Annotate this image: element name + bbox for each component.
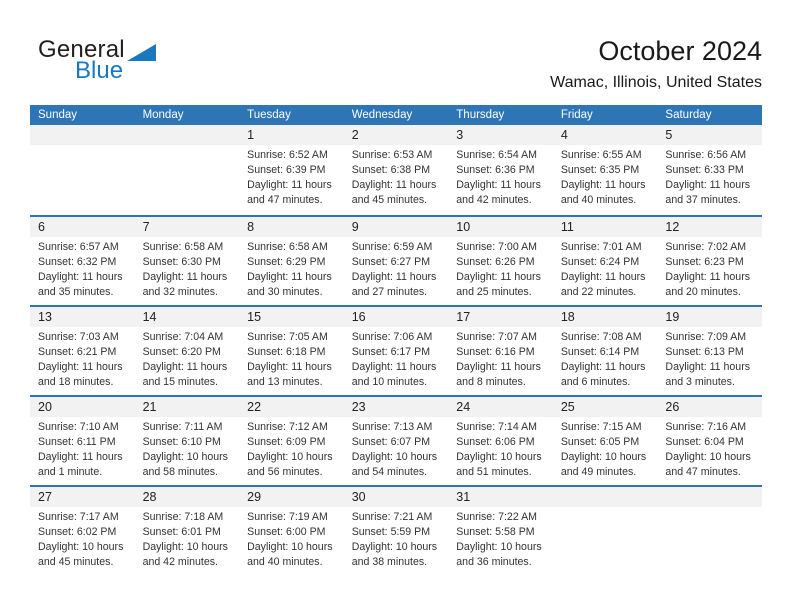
day-number: 17	[448, 307, 553, 327]
daylight-text-line1: Daylight: 11 hours	[456, 361, 541, 373]
day-details	[135, 417, 240, 480]
daylight-text-line2: and 40 minutes.	[247, 556, 323, 568]
daylight-text-line2: and 32 minutes.	[142, 286, 218, 298]
calendar-day-cell-24	[448, 397, 553, 485]
day-details	[239, 145, 344, 208]
daylight-text-line2: and 37 minutes.	[665, 194, 741, 206]
day-number: 9	[344, 217, 449, 237]
sunset-text: Sunset: 6:21 PM	[38, 346, 117, 358]
daylight-text-line2: and 20 minutes.	[665, 286, 741, 298]
calendar-day-cell-15	[239, 307, 344, 395]
calendar-day-cell-27	[30, 487, 135, 575]
daylight-text-line1: Daylight: 10 hours	[247, 451, 333, 463]
day-details	[344, 237, 449, 300]
daylight-text-line1: Daylight: 10 hours	[456, 541, 542, 553]
sunrise-text: Sunrise: 7:03 AM	[38, 331, 119, 343]
sunrise-text: Sunrise: 7:18 AM	[142, 511, 224, 523]
calendar-day-cell-6	[30, 217, 135, 305]
day-details	[553, 237, 658, 300]
daylight-text-line2: and 42 minutes.	[456, 194, 532, 206]
day-details	[135, 237, 240, 300]
day-number: 2	[344, 125, 449, 145]
sunset-text: Sunset: 6:30 PM	[142, 256, 221, 268]
day-number: 8	[239, 217, 344, 237]
calendar-body	[30, 125, 762, 575]
sunset-text: Sunset: 6:26 PM	[456, 256, 535, 268]
calendar-day-cell-30	[344, 487, 449, 575]
logo-text-general: General	[38, 36, 125, 63]
daylight-text-line2: and 27 minutes.	[351, 286, 428, 298]
day-number: 23	[344, 397, 449, 417]
sunrise-text: Sunrise: 7:14 AM	[456, 421, 537, 433]
day-details	[657, 237, 762, 300]
day-details	[448, 237, 553, 300]
day-details	[657, 145, 762, 208]
weekday-header-row	[30, 105, 762, 125]
daylight-text-line1: Daylight: 11 hours	[560, 271, 646, 283]
calendar-week-row	[30, 305, 762, 395]
sunrise-text: Sunrise: 7:02 AM	[665, 241, 747, 253]
daylight-text-line2: and 18 minutes.	[38, 376, 114, 388]
day-number: 7	[135, 217, 240, 237]
daylight-text-line2: and 45 minutes.	[38, 556, 114, 568]
sunset-text: Sunset: 6:38 PM	[351, 164, 431, 176]
calendar-day-cell-20	[30, 397, 135, 485]
daylight-text-line1: Daylight: 10 hours	[247, 541, 333, 553]
sunrise-text: Sunrise: 7:13 AM	[351, 421, 433, 433]
calendar-day-cell-14	[135, 307, 240, 395]
daylight-text-line1: Daylight: 10 hours	[560, 451, 647, 463]
location-subtitle: Wamac, Illinois, United States	[550, 74, 762, 91]
sunrise-text: Sunrise: 7:09 AM	[665, 331, 747, 343]
daylight-text-line2: and 58 minutes.	[142, 466, 218, 478]
calendar-table	[30, 105, 762, 575]
daylight-text-line2: and 51 minutes.	[456, 466, 532, 478]
calendar-day-cell-7	[135, 217, 240, 305]
day-number: 18	[553, 307, 658, 327]
day-details	[553, 417, 658, 480]
general-blue-logo	[38, 38, 158, 86]
day-number: 22	[239, 397, 344, 417]
daylight-text-line1: Daylight: 10 hours	[351, 541, 438, 553]
weekday-header-sunday: Sunday	[38, 109, 78, 121]
daylight-text-line1: Daylight: 10 hours	[38, 541, 124, 553]
day-details	[344, 507, 449, 570]
sunset-text: Sunset: 6:20 PM	[142, 346, 221, 358]
sunset-text: Sunset: 6:23 PM	[665, 256, 744, 268]
daylight-text-line1: Daylight: 11 hours	[142, 271, 228, 283]
daylight-text-line1: Daylight: 11 hours	[38, 451, 123, 463]
day-number: 14	[135, 307, 240, 327]
weekday-header-monday: Monday	[142, 109, 184, 121]
daylight-text-line1: Daylight: 11 hours	[38, 271, 123, 283]
daylight-text-line2: and 49 minutes.	[560, 466, 637, 478]
sunrise-text: Sunrise: 6:59 AM	[351, 241, 433, 253]
calendar-day-cell-2	[344, 125, 449, 215]
calendar-day-cell-23	[344, 397, 449, 485]
day-number: 13	[30, 307, 135, 327]
sunset-text: Sunset: 6:11 PM	[38, 436, 116, 448]
sunset-text: Sunset: 6:00 PM	[247, 526, 326, 538]
calendar-week-row	[30, 215, 762, 305]
day-details	[30, 417, 135, 480]
sunrise-text: Sunrise: 7:04 AM	[142, 331, 224, 343]
daylight-text-line2: and 10 minutes.	[351, 376, 428, 388]
day-number: 27	[30, 487, 135, 507]
daylight-text-line2: and 45 minutes.	[351, 194, 428, 206]
day-details	[239, 327, 344, 390]
weekday-header-wednesday: Wednesday	[351, 109, 413, 121]
daylight-text-line1: Daylight: 10 hours	[142, 541, 228, 553]
sunset-text: Sunset: 6:01 PM	[142, 526, 221, 538]
calendar-day-cell-13	[30, 307, 135, 395]
day-details	[657, 327, 762, 390]
daylight-text-line1: Daylight: 11 hours	[560, 361, 646, 373]
calendar-week-row	[30, 485, 762, 575]
sunrise-text: Sunrise: 7:05 AM	[247, 331, 328, 343]
day-number: 26	[657, 397, 762, 417]
daylight-text-line1: Daylight: 11 hours	[351, 179, 437, 191]
calendar-empty-cell	[657, 487, 762, 575]
daylight-text-line2: and 47 minutes.	[665, 466, 741, 478]
sunrise-text: Sunrise: 7:11 AM	[142, 421, 223, 433]
day-details	[30, 237, 135, 300]
sunset-text: Sunset: 6:17 PM	[351, 346, 431, 358]
sunset-text: Sunset: 6:35 PM	[560, 164, 640, 176]
sunset-text: Sunset: 6:33 PM	[665, 164, 744, 176]
day-number: 11	[553, 217, 658, 237]
calendar-day-cell-22	[239, 397, 344, 485]
daylight-text-line1: Daylight: 11 hours	[142, 361, 228, 373]
sunset-text: Sunset: 6:02 PM	[38, 526, 117, 538]
day-number: 15	[239, 307, 344, 327]
daylight-text-line2: and 42 minutes.	[142, 556, 218, 568]
daylight-text-line2: and 25 minutes.	[456, 286, 532, 298]
sunset-text: Sunset: 6:09 PM	[247, 436, 326, 448]
day-details	[239, 237, 344, 300]
daylight-text-line2: and 15 minutes.	[142, 376, 218, 388]
sunset-text: Sunset: 6:32 PM	[38, 256, 117, 268]
calendar-day-cell-18	[553, 307, 658, 395]
sunrise-text: Sunrise: 7:06 AM	[351, 331, 433, 343]
sunset-text: Sunset: 6:18 PM	[247, 346, 326, 358]
calendar-day-cell-3	[448, 125, 553, 215]
day-number	[553, 487, 658, 507]
calendar-week-row	[30, 125, 762, 215]
day-details	[448, 507, 553, 570]
calendar-day-cell-12	[657, 217, 762, 305]
daylight-text-line1: Daylight: 10 hours	[142, 451, 228, 463]
sunrise-text: Sunrise: 6:54 AM	[456, 149, 537, 161]
title-block	[550, 36, 762, 92]
sunset-text: Sunset: 6:14 PM	[560, 346, 640, 358]
sunset-text: Sunset: 6:07 PM	[351, 436, 431, 448]
sunrise-text: Sunrise: 7:17 AM	[38, 511, 119, 523]
calendar-day-cell-11	[553, 217, 658, 305]
sunset-text: Sunset: 6:13 PM	[665, 346, 744, 358]
day-details	[135, 327, 240, 390]
sunset-text: Sunset: 6:05 PM	[560, 436, 640, 448]
day-number: 30	[344, 487, 449, 507]
calendar-empty-cell	[30, 125, 135, 215]
day-number: 10	[448, 217, 553, 237]
sunrise-text: Sunrise: 6:57 AM	[38, 241, 119, 253]
day-details	[135, 507, 240, 570]
day-details	[448, 417, 553, 480]
sunrise-text: Sunrise: 7:19 AM	[247, 511, 328, 523]
calendar-day-cell-29	[239, 487, 344, 575]
calendar-day-cell-21	[135, 397, 240, 485]
daylight-text-line2: and 36 minutes.	[456, 556, 532, 568]
calendar-day-cell-10	[448, 217, 553, 305]
sunset-text: Sunset: 6:29 PM	[247, 256, 326, 268]
logo-text-blue: Blue	[75, 57, 124, 84]
calendar-empty-cell	[135, 125, 240, 215]
weekday-header-thursday: Thursday	[456, 109, 505, 121]
day-number: 16	[344, 307, 449, 327]
daylight-text-line2: and 6 minutes.	[560, 376, 631, 388]
daylight-text-line1: Daylight: 11 hours	[456, 271, 541, 283]
daylight-text-line1: Daylight: 11 hours	[247, 271, 332, 283]
daylight-text-line1: Daylight: 11 hours	[247, 179, 332, 191]
day-number: 4	[553, 125, 658, 145]
day-number: 19	[657, 307, 762, 327]
sunrise-text: Sunrise: 7:01 AM	[560, 241, 642, 253]
sunrise-text: Sunrise: 6:52 AM	[247, 149, 328, 161]
day-number: 3	[448, 125, 553, 145]
daylight-text-line1: Daylight: 11 hours	[665, 361, 751, 373]
daylight-text-line2: and 1 minute.	[38, 466, 103, 478]
calendar-day-cell-28	[135, 487, 240, 575]
day-details	[448, 145, 553, 208]
day-details	[239, 417, 344, 480]
day-details	[344, 417, 449, 480]
sunrise-text: Sunrise: 7:10 AM	[38, 421, 119, 433]
daylight-text-line2: and 30 minutes.	[247, 286, 323, 298]
weekday-header-friday: Friday	[560, 109, 593, 121]
daylight-text-line2: and 47 minutes.	[247, 194, 323, 206]
sunset-text: Sunset: 6:10 PM	[142, 436, 221, 448]
sunset-text: Sunset: 6:27 PM	[351, 256, 431, 268]
daylight-text-line1: Daylight: 11 hours	[38, 361, 123, 373]
sunrise-text: Sunrise: 7:07 AM	[456, 331, 537, 343]
daylight-text-line2: and 35 minutes.	[38, 286, 114, 298]
sunrise-text: Sunrise: 7:22 AM	[456, 511, 537, 523]
sunrise-text: Sunrise: 7:21 AM	[351, 511, 433, 523]
day-number: 25	[553, 397, 658, 417]
day-number: 29	[239, 487, 344, 507]
sunrise-text: Sunrise: 7:16 AM	[665, 421, 747, 433]
calendar-day-cell-8	[239, 217, 344, 305]
daylight-text-line1: Daylight: 11 hours	[456, 179, 541, 191]
daylight-text-line2: and 22 minutes.	[560, 286, 637, 298]
daylight-text-line1: Daylight: 10 hours	[351, 451, 438, 463]
day-number: 20	[30, 397, 135, 417]
day-number: 31	[448, 487, 553, 507]
calendar-day-cell-1	[239, 125, 344, 215]
calendar-day-cell-5	[657, 125, 762, 215]
day-number: 5	[657, 125, 762, 145]
sunset-text: Sunset: 5:58 PM	[456, 526, 535, 538]
sunset-text: Sunset: 6:39 PM	[247, 164, 326, 176]
sunset-text: Sunset: 6:24 PM	[560, 256, 640, 268]
sunrise-text: Sunrise: 7:00 AM	[456, 241, 537, 253]
day-number: 1	[239, 125, 344, 145]
sunrise-text: Sunrise: 6:53 AM	[351, 149, 433, 161]
day-details	[239, 507, 344, 570]
daylight-text-line2: and 38 minutes.	[351, 556, 428, 568]
calendar-day-cell-16	[344, 307, 449, 395]
calendar-day-cell-19	[657, 307, 762, 395]
day-details	[448, 327, 553, 390]
daylight-text-line1: Daylight: 11 hours	[665, 271, 751, 283]
day-details	[657, 417, 762, 480]
daylight-text-line1: Daylight: 10 hours	[665, 451, 751, 463]
day-details	[30, 507, 135, 570]
sunrise-text: Sunrise: 6:58 AM	[247, 241, 328, 253]
day-details	[344, 145, 449, 208]
day-details	[30, 327, 135, 390]
calendar-day-cell-17	[448, 307, 553, 395]
sunrise-text: Sunrise: 7:08 AM	[560, 331, 642, 343]
daylight-text-line2: and 3 minutes.	[665, 376, 735, 388]
sunrise-text: Sunrise: 6:56 AM	[665, 149, 747, 161]
calendar-day-cell-31	[448, 487, 553, 575]
day-number: 28	[135, 487, 240, 507]
sunrise-text: Sunrise: 7:15 AM	[560, 421, 642, 433]
calendar-empty-cell	[553, 487, 658, 575]
daylight-text-line1: Daylight: 11 hours	[560, 179, 646, 191]
sunset-text: Sunset: 5:59 PM	[351, 526, 431, 538]
day-details	[344, 327, 449, 390]
logo-triangle-icon	[127, 44, 156, 61]
daylight-text-line2: and 40 minutes.	[560, 194, 637, 206]
day-number	[135, 125, 240, 145]
day-number	[657, 487, 762, 507]
calendar-day-cell-26	[657, 397, 762, 485]
daylight-text-line2: and 56 minutes.	[247, 466, 323, 478]
daylight-text-line2: and 8 minutes.	[456, 376, 526, 388]
calendar-day-cell-4	[553, 125, 658, 215]
daylight-text-line1: Daylight: 10 hours	[456, 451, 542, 463]
calendar-week-row	[30, 395, 762, 485]
sunrise-text: Sunrise: 6:55 AM	[560, 149, 642, 161]
day-details	[553, 327, 658, 390]
sunset-text: Sunset: 6:16 PM	[456, 346, 535, 358]
daylight-text-line2: and 13 minutes.	[247, 376, 323, 388]
weekday-header-saturday: Saturday	[665, 109, 712, 121]
day-number: 12	[657, 217, 762, 237]
day-number: 21	[135, 397, 240, 417]
page-title: October 2024	[598, 36, 762, 66]
day-number	[30, 125, 135, 145]
daylight-text-line1: Daylight: 11 hours	[351, 361, 437, 373]
day-number: 24	[448, 397, 553, 417]
calendar-day-cell-25	[553, 397, 658, 485]
daylight-text-line1: Daylight: 11 hours	[351, 271, 437, 283]
daylight-text-line1: Daylight: 11 hours	[665, 179, 751, 191]
daylight-text-line1: Daylight: 11 hours	[247, 361, 332, 373]
weekday-header-tuesday: Tuesday	[247, 109, 291, 121]
sunrise-text: Sunrise: 6:58 AM	[142, 241, 224, 253]
day-details	[553, 145, 658, 208]
sunset-text: Sunset: 6:36 PM	[456, 164, 535, 176]
day-number: 6	[30, 217, 135, 237]
calendar-day-cell-9	[344, 217, 449, 305]
sunset-text: Sunset: 6:06 PM	[456, 436, 535, 448]
daylight-text-line2: and 54 minutes.	[351, 466, 428, 478]
sunset-text: Sunset: 6:04 PM	[665, 436, 744, 448]
sunrise-text: Sunrise: 7:12 AM	[247, 421, 328, 433]
